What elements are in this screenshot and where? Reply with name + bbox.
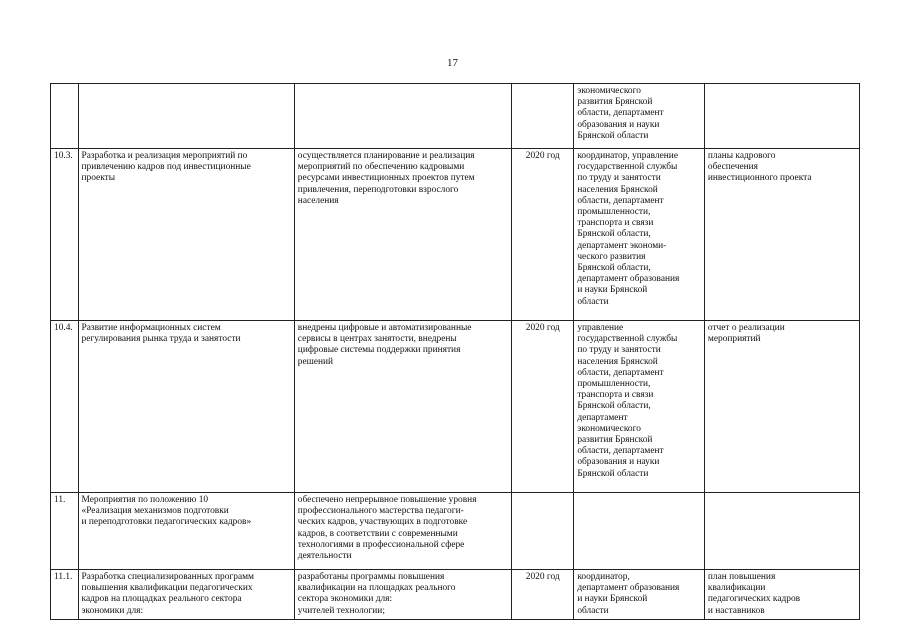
action-plan-table xyxy=(50,83,860,620)
deadline-cell: 2020 год xyxy=(512,321,574,493)
responsible-cell: координатор, департамент образования и науки Брянской области xyxy=(574,570,705,620)
table-row xyxy=(51,84,860,149)
table-row xyxy=(51,493,860,570)
expected-result-cell: осуществляется планирование и реализация мероприятий по обеспечению кадровыми ресурсами инвестиционных проектов путем привлечения, переподготовки взрослого населения xyxy=(294,149,511,321)
expected-result-cell: разработаны программы повышения квалификации на площадках реального сектора экономики для: учителей технологии; xyxy=(294,570,511,620)
item-number-cell: 11. xyxy=(51,493,79,570)
item-number-cell: 10.3. xyxy=(51,149,79,321)
activity-name-cell xyxy=(78,84,294,149)
document-cell xyxy=(704,493,859,570)
page-number: 17 xyxy=(447,57,458,69)
expected-result-cell xyxy=(294,84,511,149)
activity-name-cell: Разработка специализированных программ повышения квалификации педагогических кадров на площадках реального сектора экономики для: xyxy=(78,570,294,620)
document-cell xyxy=(704,84,859,149)
expected-result-cell: обеспечено непрерывное повышение уровня профессионального мастерства педагоги- ческих кадров, участвующих в подготовке кадров, в соответствии с современными технологиями в профессиональной сфере деятельности xyxy=(294,493,511,570)
item-number-cell xyxy=(51,84,79,149)
responsible-cell: управление государственной службы по труду и занятости населения Брянской области, департамент промышленности, транспорта и связи Брянской области, департамент экономического развития Брянской области, департамент образования и науки Брянской области xyxy=(574,321,705,493)
deadline-cell: 2020 год xyxy=(512,570,574,620)
activity-name-cell: Разработка и реализация мероприятий по привлечению кадров под инвестиционные проекты xyxy=(78,149,294,321)
item-number-cell: 11.1. xyxy=(51,570,79,620)
item-number-cell: 10.4. xyxy=(51,321,79,493)
table-row xyxy=(51,149,860,321)
table-row xyxy=(51,321,860,493)
table-row xyxy=(51,570,860,620)
responsible-cell: экономического развития Брянской области, департамент образования и науки Брянской области xyxy=(574,84,705,149)
responsible-cell xyxy=(574,493,705,570)
expected-result-cell: внедрены цифровые и автоматизированные сервисы в центрах занятости, внедрены цифровые системы поддержки принятия решений xyxy=(294,321,511,493)
document-cell: отчет о реализации мероприятий xyxy=(704,321,859,493)
deadline-cell xyxy=(512,84,574,149)
deadline-cell: 2020 год xyxy=(512,149,574,321)
document-cell: план повышения квалификации педагогических кадров и наставников xyxy=(704,570,859,620)
activity-name-cell: Мероприятия по положению 10 «Реализация механизмов подготовки и переподготовки педагогических кадров» xyxy=(78,493,294,570)
document-cell: планы кадрового обеспечения инвестиционного проекта xyxy=(704,149,859,321)
deadline-cell xyxy=(512,493,574,570)
responsible-cell: координатор, управление государственной службы по труду и занятости населения Брянской области, департамент промышленности, транспорта и связи Брянской области, департамент экономи- ческого развития Брянской области, департамент образования и науки Брянской области xyxy=(574,149,705,321)
activity-name-cell: Развитие информационных систем регулирования рынка труда и занятости xyxy=(78,321,294,493)
